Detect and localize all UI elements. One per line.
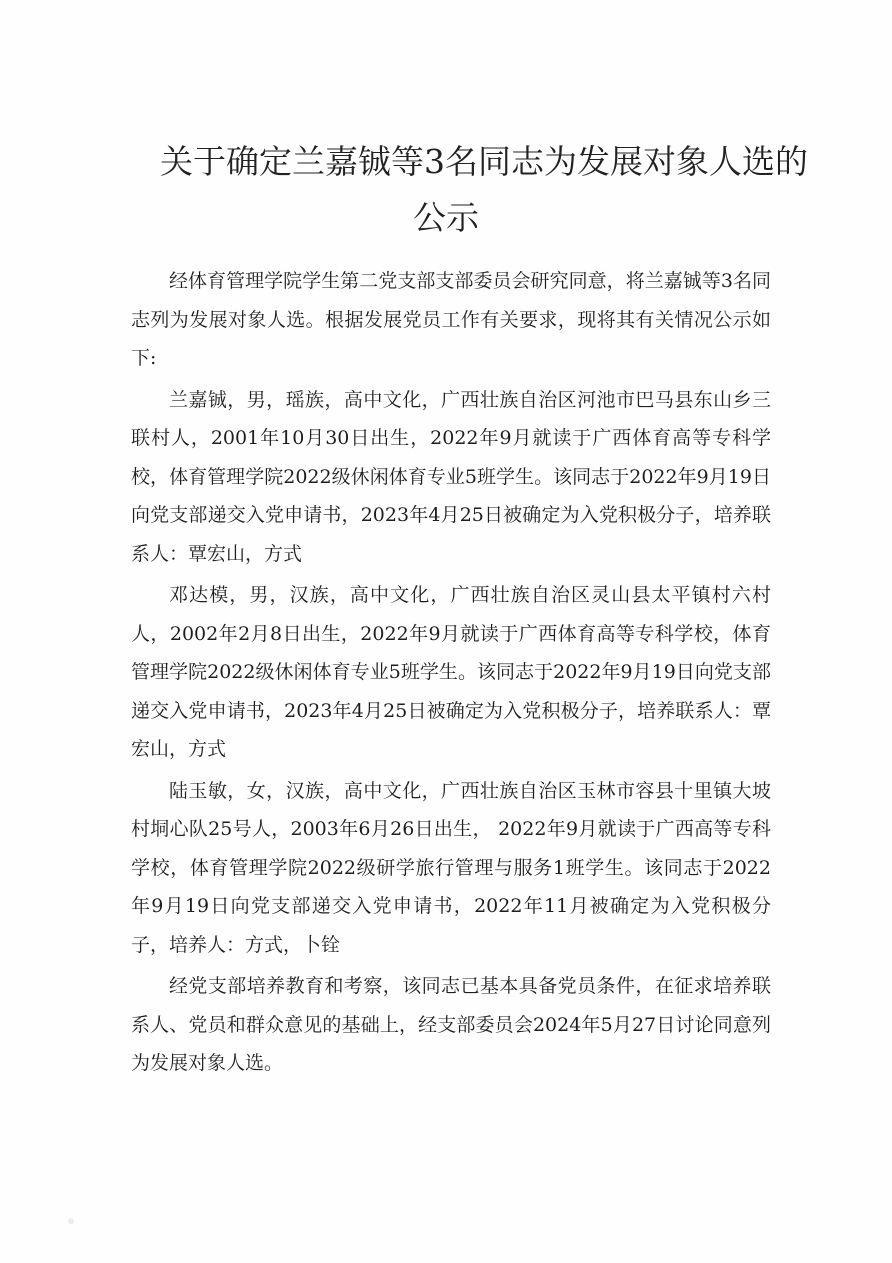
- scan-speck: [68, 1218, 74, 1224]
- candidate-paragraph-deng-damo: 邓达模，男，汉族，高中文化，广西壮族自治区灵山县太平镇村六村人，2002年2月8日出生，2022年9月就读于广西体育高等专科学校，体育管理学院2022级休闲体育专业5班学生。该同志于2022年9月19日向党支部递交入党申请书，2023年4月25日被确定为入党积极分子，培养联系人：覃宏山，方式: [131, 584, 771, 760]
- document-title-line-1: 关于确定兰嘉铖等3名同志为发展对象人选的: [160, 142, 808, 181]
- conclusion-paragraph: 经党支部培养教育和考察，该同志已基本具备党员条件，在征求培养联系人、党员和群众意见的基础上，经支部委员会2024年5月27日讨论同意列为发展对象人选。: [131, 975, 771, 1074]
- candidate-paragraph-lu-yumin: 陆玉敏，女，汉族，高中文化，广西壮族自治区玉林市容县十里镇大坡村垌心队25号人，2003年6月26日出生， 2022年9月就读于广西高等专科学校，体育管理学院2022级研学旅行管理与服务1班学生。该同志于2022年9月19日向党支部递交入党申请书，2022年11月被确定为入党积极分子，培养人：方式，卜铨: [131, 779, 771, 956]
- candidate-paragraph-lan-jiacheng: 兰嘉铖，男，瑶族，高中文化，广西壮族自治区河池市巴马县东山乡三联村人，2001年10月30日出生，2022年9月就读于广西体育高等专科学校，体育管理学院2022级休闲体育专业5班学生。该同志于2022年9月19日向党支部递交入党申请书，2023年4月25日被确定为入党积极分子，培养联系人：覃宏山，方式: [131, 388, 771, 565]
- intro-paragraph: 经体育管理学院学生第二党支部支部委员会研究同意，将兰嘉铖等3名同志列为发展对象人选。根据发展党员工作有关要求，现将其有关情况公示如下:: [131, 270, 771, 369]
- document-title-line-2: 公示: [413, 198, 479, 237]
- document-body: [131, 262, 771, 1086]
